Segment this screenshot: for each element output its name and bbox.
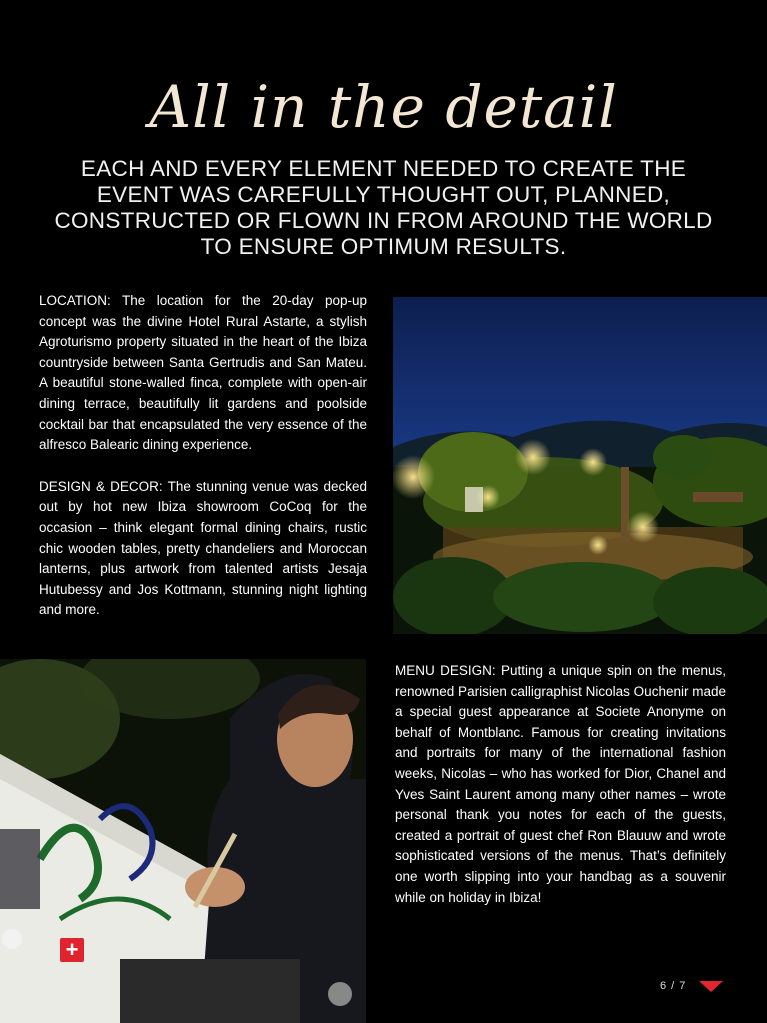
page-indicator: 6 / 7 — [660, 980, 687, 992]
calligrapher-photo — [0, 659, 366, 1023]
expand-plus-icon[interactable]: + — [60, 938, 84, 962]
calligrapher-illustration — [0, 659, 366, 1023]
menu-design-paragraph: MENU DESIGN: Putting a unique spin on the menus, renowned Parisien calligraphist Nicolas Ouchenir made a special guest appearance at Societe Anonyme on behalf of Montblanc. Famous for creating invitations and portraits for many of the international fashion weeks, Nicolas – who has worked for Dior, Chanel and Yves Saint Laurent among many other names – wrote personal thank you notes for each of the guests, created a portrait of guest chef Ron Blauuw and wrote sophisticated versions of the menus. That’s definitely one worth slipping into your handbag as a souvenir while on holiday in Ibiza! — [395, 663, 726, 905]
night-garden-photo — [393, 297, 767, 634]
right-column — [395, 661, 726, 929]
page-title: All in the detail — [149, 73, 618, 141]
next-page-arrow-icon[interactable] — [699, 981, 723, 992]
night-garden-illustration — [393, 297, 767, 634]
left-column — [39, 291, 367, 642]
location-paragraph: LOCATION: The location for the 20-day pop-up concept was the divine Hotel Rural Astarte, a stylish Agroturismo property situated in the heart of the Ibiza countryside between Santa Gertrudis and San Mateu. A beautiful stone-walled finca, complete with open-air dining terrace, beautifully lit gardens and poolside cocktail bar that encapsulated the very essence of the alfresco Balearic dining experience. — [39, 293, 367, 453]
page-subtitle: EACH AND EVERY ELEMENT NEEDED TO CREATE THE EVENT WAS CAREFULLY THOUGHT OUT, PLANNED, CONSTRUCTED OR FLOWN IN FROM AROUND THE WORLD TO ENSURE OPTIMUM RESULTS. — [54, 156, 713, 259]
design-decor-paragraph: DESIGN & DECOR: The stunning venue was decked out by hot new Ibiza showroom CoCoq for the occasion – think elegant formal dining chairs, rustic chic wooden tables, pretty chandeliers and Moroccan lanterns, plus artwork from talented artists Jesaja Hutubessy and Jos Kottmann, stunning night lighting and more. — [39, 478, 367, 618]
